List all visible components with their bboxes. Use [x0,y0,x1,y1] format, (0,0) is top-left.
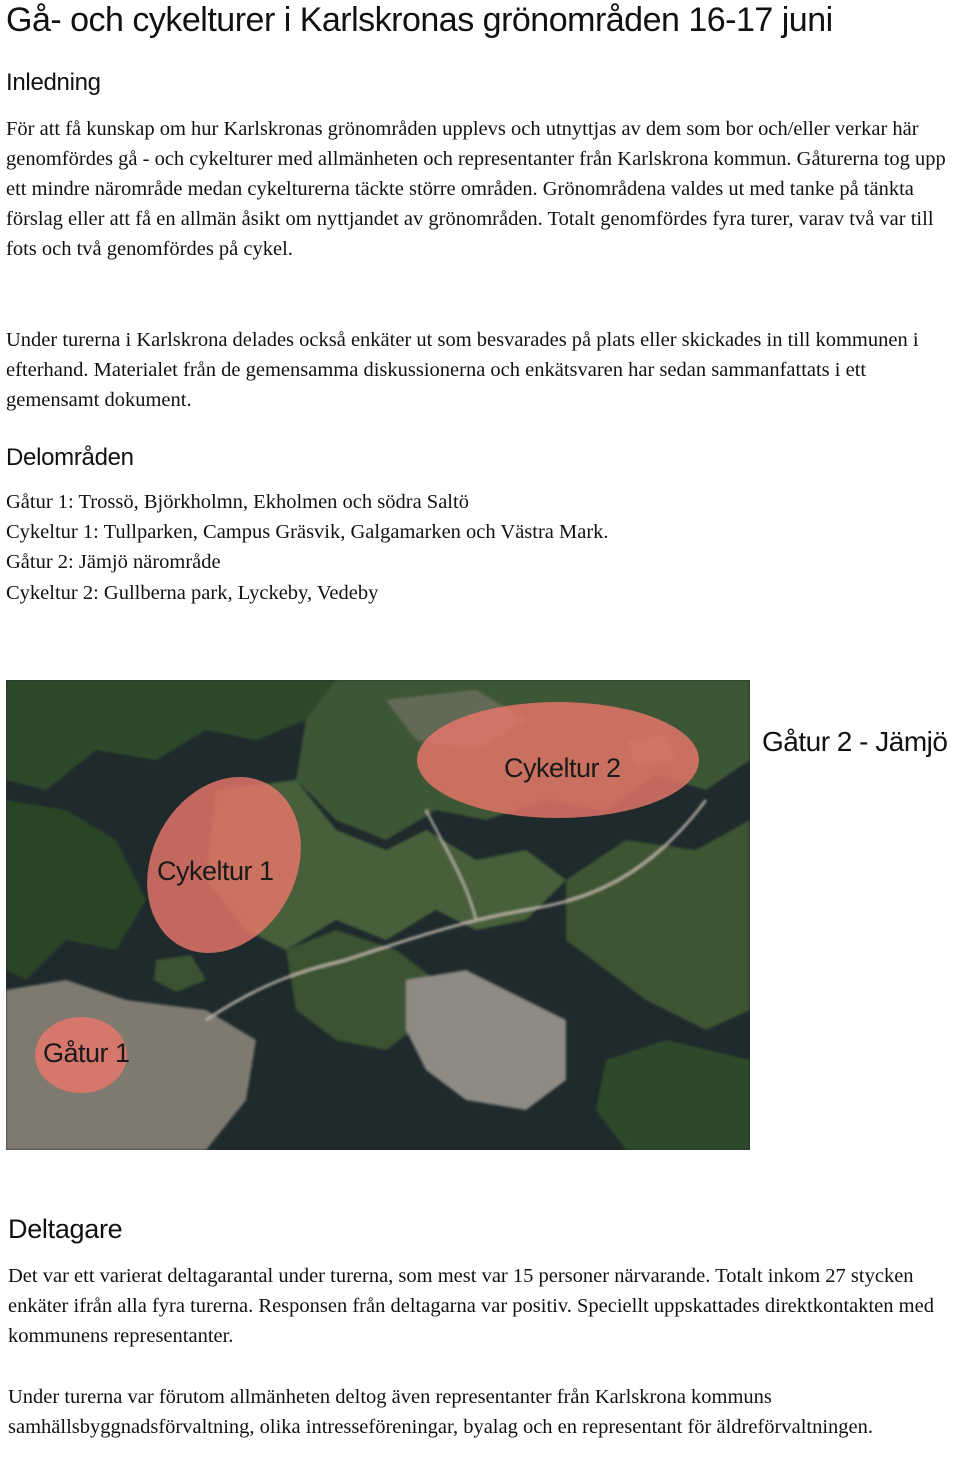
participants-heading: Deltagare [8,1214,123,1244]
map-label-gatur-1: Gåtur 1 [43,1038,130,1068]
map-label-cykeltur-1: Cykeltur 1 [157,856,274,886]
intro-heading: Inledning [6,69,101,96]
map-label-gatur-2: Gåtur 2 - Jämjö [762,726,948,757]
map-label-cykeltur-2: Cykeltur 2 [504,753,621,783]
intro-paragraph-2: Under turerna i Karlskrona delades också enkäter ut som besvarades på plats eller skickades in till kommunen i efterhand. Materialet från de gemensamma diskussionerna och enkätsvaren har sedan sammanfattats i ett gemensamt dokument. [6,329,919,411]
area-item-gatur-1: Gåtur 1: Trossö, Björkholmn, Ekholmen och södra Saltö [6,491,469,513]
area-item-gatur-2: Gåtur 2: Jämjö närområde [6,551,221,573]
area-item-cykeltur-1: Cykeltur 1: Tullparken, Campus Gräsvik, Galgamarken och Västra Mark. [6,521,609,543]
intro-paragraph-1: För att få kunskap om hur Karlskronas grönområden upplevs och utnyttjas av dem som bor och/eller verkar här genomfördes gå - och cykelturer med allmänheten och representanter från Karlskrona kommun. Gåturerna tog upp ett mindre närområde medan cykelturerna täckte större områden. Grönområdena valdes ut med tanke på tänkta förslag eller att få en allmän åsikt om nyttjandet av grönområden. Totalt genomfördes fyra turer, varav två var till fots och två genomfördes på cykel. [6,118,946,260]
participants-paragraph-1: Det var ett varierat deltagarantal under turerna, som mest var 15 personer närvarande. Totalt inkom 27 stycken enkäter ifrån alla fyra turerna. Responsen från deltagarna var positiv. Speciellt uppskattades direktkontakten med kommunens representanter. [8,1265,934,1347]
aerial-map [6,680,750,1150]
page-title: Gå- och cykelturer i Karlskronas grönområden 16-17 juni [6,1,833,39]
land-far-bottom-right [596,1040,750,1150]
participants-paragraph-2: Under turerna var förutom allmänheten deltog även representanter från Karlskrona kommuns samhällsbyggnadsförvaltning, olika intresseföreningar, byalag och en representant för äldreförvaltningen. [8,1386,874,1438]
aerial-map-image [6,680,750,1150]
area-item-cykeltur-2: Cykeltur 2: Gullberna park, Lyckeby, Vedeby [6,582,379,604]
areas-heading: Delområden [6,444,134,471]
